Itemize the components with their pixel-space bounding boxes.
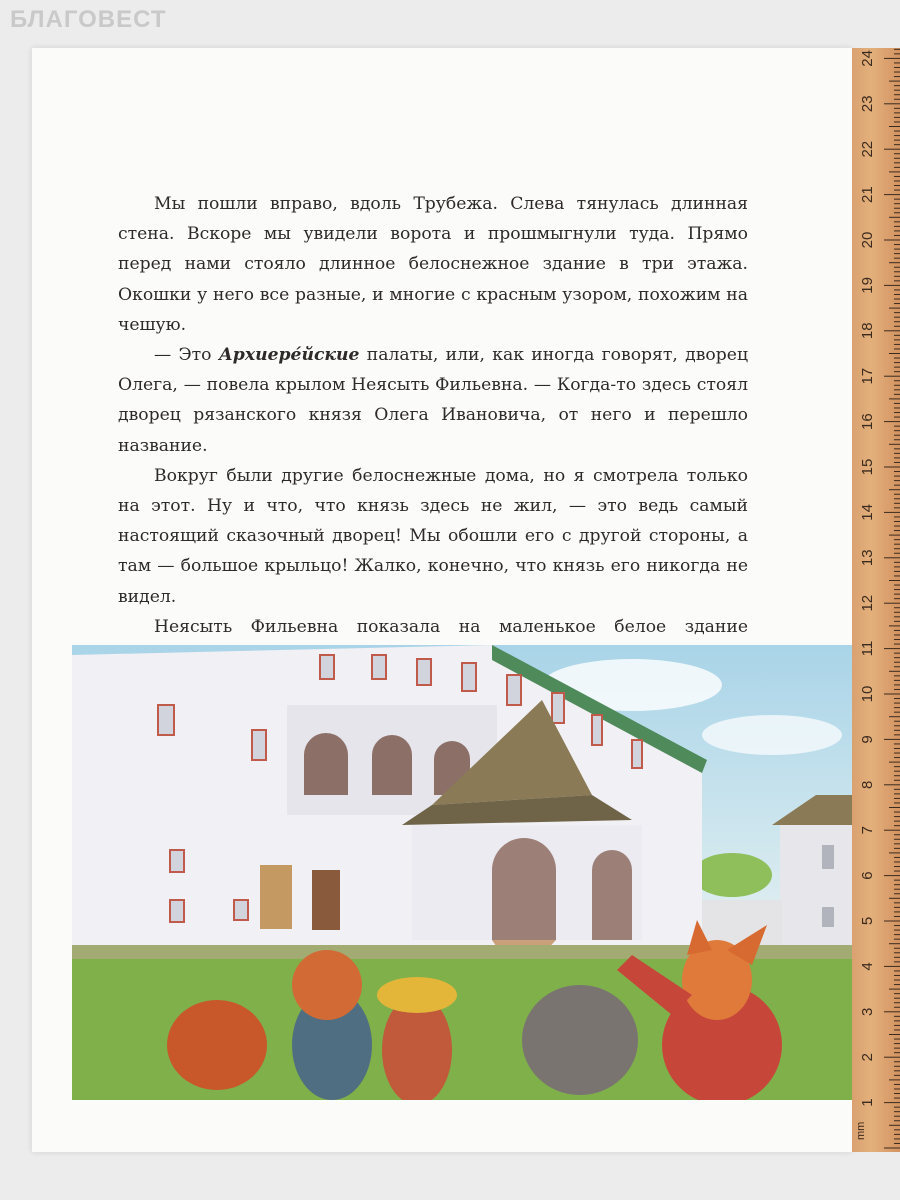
ruler-number: 20 <box>859 231 876 249</box>
ruler-number: 23 <box>859 95 876 113</box>
ruler-number: 15 <box>859 458 876 476</box>
ruler-number: 17 <box>859 367 876 385</box>
text-run: — Это <box>154 345 219 366</box>
squirrel-tail <box>167 1000 267 1090</box>
paragraph-1 <box>118 189 748 340</box>
window <box>822 907 834 927</box>
paragraph-3 <box>118 461 748 612</box>
ruler-unit: mm <box>855 1121 867 1140</box>
window <box>822 845 834 869</box>
ruler-number: 10 <box>859 685 876 703</box>
ruler-number: 9 <box>859 735 876 744</box>
ruler-number: 1 <box>859 1098 876 1107</box>
text-run: Неясыть Фильевна показала на маленькое белое здание <box>154 616 748 637</box>
illustration-svg <box>72 645 852 1100</box>
squirrel-head <box>292 950 362 1020</box>
ruler-number: 12 <box>859 594 876 612</box>
ruler-number: 3 <box>859 1007 876 1016</box>
watermark-logo: БЛАГОВЕСТ <box>10 6 167 33</box>
palace-illustration <box>72 645 852 1100</box>
cloud <box>702 715 842 755</box>
ruler-number: 16 <box>859 413 876 430</box>
measuring-ruler <box>852 48 900 1152</box>
door <box>260 865 292 929</box>
ruler-number: 21 <box>859 186 876 203</box>
ruler-number: 11 <box>859 640 876 657</box>
text-run: палаты, или, как иногда говорят, дворец Олега, — повела крылом Неясыть Фильевна. — Когда-то здесь стоял дворец рязанского князя Олега Ивановича, от него и перешло название. <box>118 345 748 456</box>
ruler-number: 13 <box>859 549 876 567</box>
hedgehog <box>522 985 638 1095</box>
ruler-number: 7 <box>859 826 876 835</box>
mole-hat <box>377 977 457 1013</box>
side-building <box>780 820 852 950</box>
ruler-number: 18 <box>859 322 876 340</box>
text-run: Мы пошли вправо, вдоль Трубежа. Слева тянулась длинная стена. Вскоре мы увидели ворота и прошмыгнули туда. Прямо перед нами стояло длинное белоснежное здание в три этажа. Окошки у него все разные, и многие с красным узором, похожим на чешую. <box>118 194 748 335</box>
ruler-number: 6 <box>859 871 876 880</box>
ruler-number: 22 <box>859 140 876 158</box>
ruler-number: 2 <box>859 1053 876 1062</box>
emphasis-term: Архиере́йские <box>218 345 360 366</box>
ruler-scale <box>852 48 900 1152</box>
ruler-number: 14 <box>859 504 876 521</box>
ruler-number: 4 <box>859 962 876 971</box>
ruler-number: 5 <box>859 916 876 926</box>
ruler-number: 24 <box>859 50 876 67</box>
tree <box>692 853 772 897</box>
text-run: Вокруг были другие белоснежные дома, но я смотрела только на этот. Ну и что, что князь здесь не жил, — это ведь самый настоящий сказочный дворец! Мы обошли его с другой стороны, а там — большое крыльцо! Жалко, конечно, что князь его никогда не видел. <box>118 465 748 607</box>
ruler-number: 8 <box>859 780 876 789</box>
ruler-number: 19 <box>859 277 876 294</box>
paragraph-2 <box>118 340 748 461</box>
door <box>312 870 340 930</box>
